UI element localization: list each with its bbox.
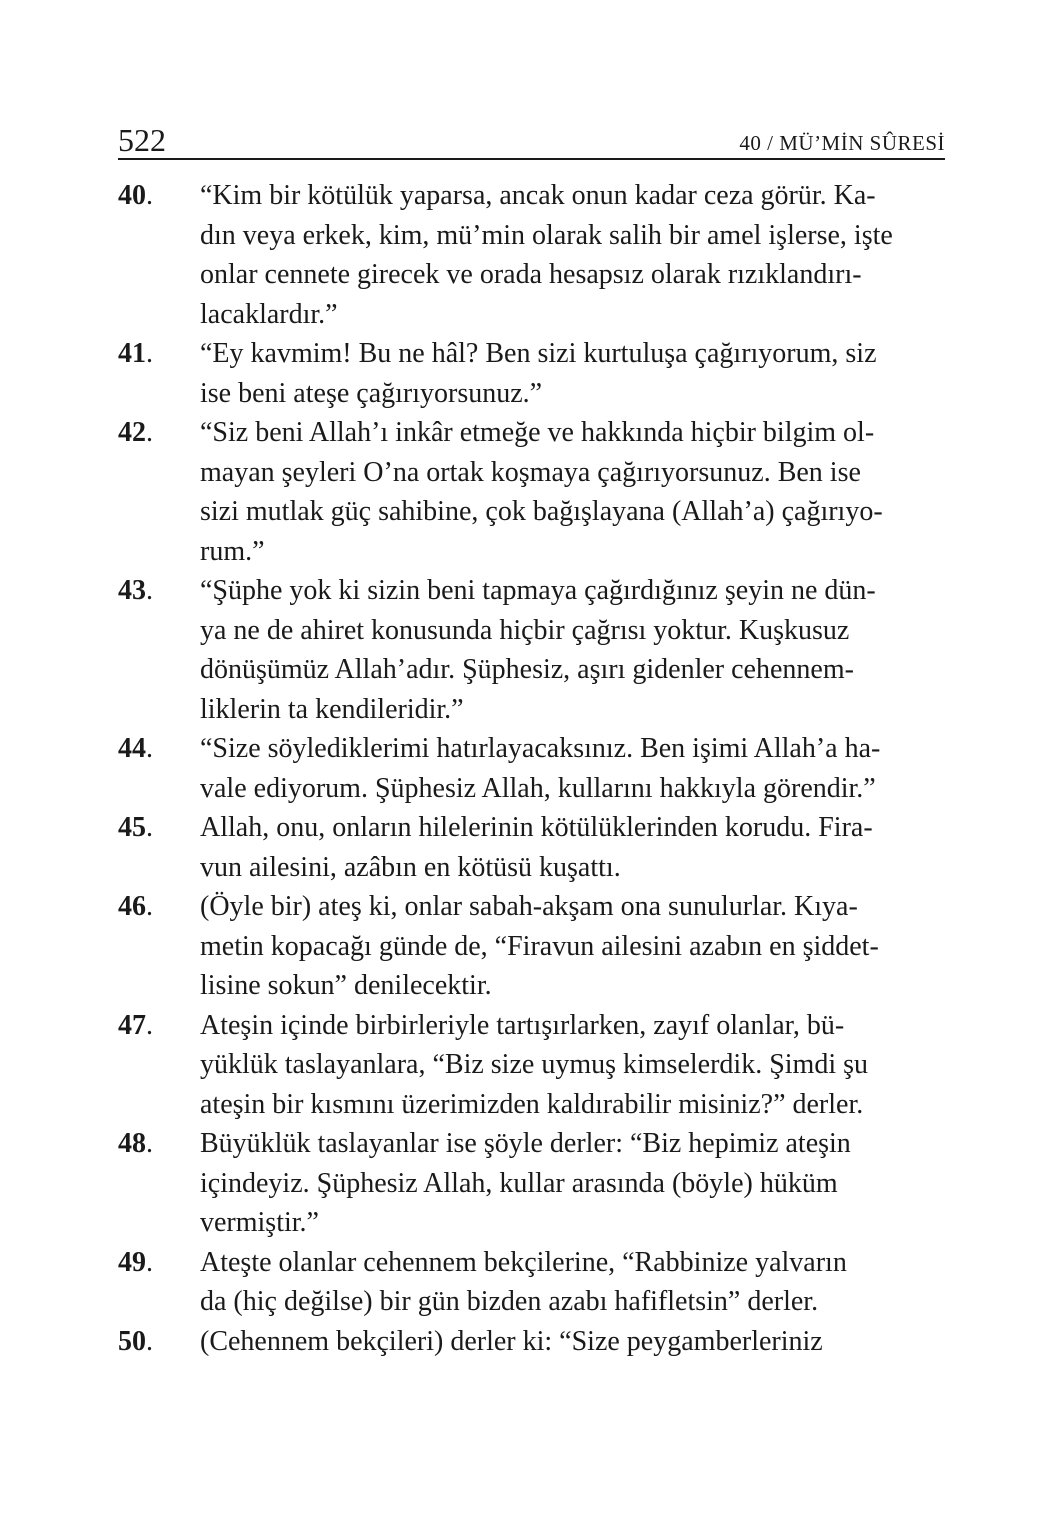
verse-number: 40. <box>118 180 153 211</box>
page-number: 522 <box>118 122 166 158</box>
verse-text: “Size söylediklerimi hatırlayacaksınız. Ben işimi Allah’a ha- vale ediyorum. Şüphesiz Allah, kullarını hakkıyla görendir.” <box>200 733 881 804</box>
verse-50 <box>118 1322 945 1362</box>
verse-48 <box>118 1124 945 1243</box>
verse-number: 48. <box>118 1128 153 1159</box>
verse-text: “Siz beni Allah’ı inkâr etmeğe ve hakkında hiçbir bilgim ol- mayan şeyleri O’na ortak koşmaya çağırıyorsunuz. Ben ise sizi mutlak güç sahibine, çok bağışlayana (Allah’a) çağırıyo- rum.” <box>200 417 883 567</box>
verse-list <box>118 176 945 1361</box>
verse-number: 45. <box>118 812 153 843</box>
verse-text: “Ey kavmim! Bu ne hâl? Ben sizi kurtuluşa çağırıyorum, siz ise beni ateşe çağırıyorsunuz.” <box>200 338 877 409</box>
verse-number: 46. <box>118 891 153 922</box>
verse-number: 41. <box>118 338 153 369</box>
book-page <box>118 118 945 1361</box>
page-header <box>118 118 945 160</box>
verse-number: 49. <box>118 1246 153 1278</box>
verse-number: 50. <box>118 1325 153 1357</box>
verse-47 <box>118 1006 945 1125</box>
verse-46 <box>118 887 945 1006</box>
verse-number: 47. <box>118 1009 153 1041</box>
verse-text: Büyüklük taslayanlar ise şöyle derler: “Biz hepimiz ateşin içindeyiz. Şüphesiz Allah, kullar arasında (böyle) hüküm vermiştir.” <box>200 1128 851 1238</box>
verse-number: 44. <box>118 733 153 764</box>
verse-42 <box>118 413 945 571</box>
verse-text: (Öyle bir) ateş ki, onlar sabah-akşam ona sunulurlar. Kıya- metin kopacağı günde de, “Firavun ailesini azabın en şiddet- lisine sokun” denilecektir. <box>200 891 879 1001</box>
verse-text: (Cehennem bekçileri) derler ki: “Size peygamberleriniz <box>200 1325 823 1357</box>
verse-40 <box>118 176 945 334</box>
verse-text: Ateşin içinde birbirleriyle tartışırlarken, zayıf olanlar, bü- yüklük taslayanlara, “Biz size uymuş kimselerdik. Şimdi şu ateşin bir kısmını üzerimizden kaldırabilir misiniz?” derler. <box>200 1009 868 1120</box>
verse-text: “Kim bir kötülük yaparsa, ancak onun kadar ceza görür. Ka- dın veya erkek, kim, mü’min olarak salih bir amel işlerse, işte onlar cennete girecek ve orada hesapsız olarak rızıklandırı- lacaklardır.” <box>200 180 893 330</box>
verse-49 <box>118 1243 945 1322</box>
verse-text: “Şüphe yok ki sizin beni tapmaya çağırdığınız şeyin ne dün- ya ne de ahiret konusunda hiçbir çağrısı yoktur. Kuşkusuz dönüşümüz Allah’adır. Şüphesiz, aşırı gidenler cehennem- liklerin ta kendileridir.” <box>200 575 876 725</box>
verse-text: Allah, onu, onların hilelerinin kötülüklerinden korudu. Fira- vun ailesini, azâbın en kötüsü kuşattı. <box>200 812 873 883</box>
verse-text: Ateşte olanlar cehennem bekçilerine, “Rabbinize yalvarın da (hiç değilse) bir gün bizden azabı hafifletsin” derler. <box>200 1246 847 1317</box>
running-title: 40 / MÜ’MİN SÛRESİ <box>739 131 945 155</box>
verse-41 <box>118 334 945 413</box>
verse-number: 42. <box>118 417 153 448</box>
verse-number: 43. <box>118 575 153 606</box>
verse-44 <box>118 729 945 808</box>
verse-43 <box>118 571 945 729</box>
verse-45 <box>118 808 945 887</box>
